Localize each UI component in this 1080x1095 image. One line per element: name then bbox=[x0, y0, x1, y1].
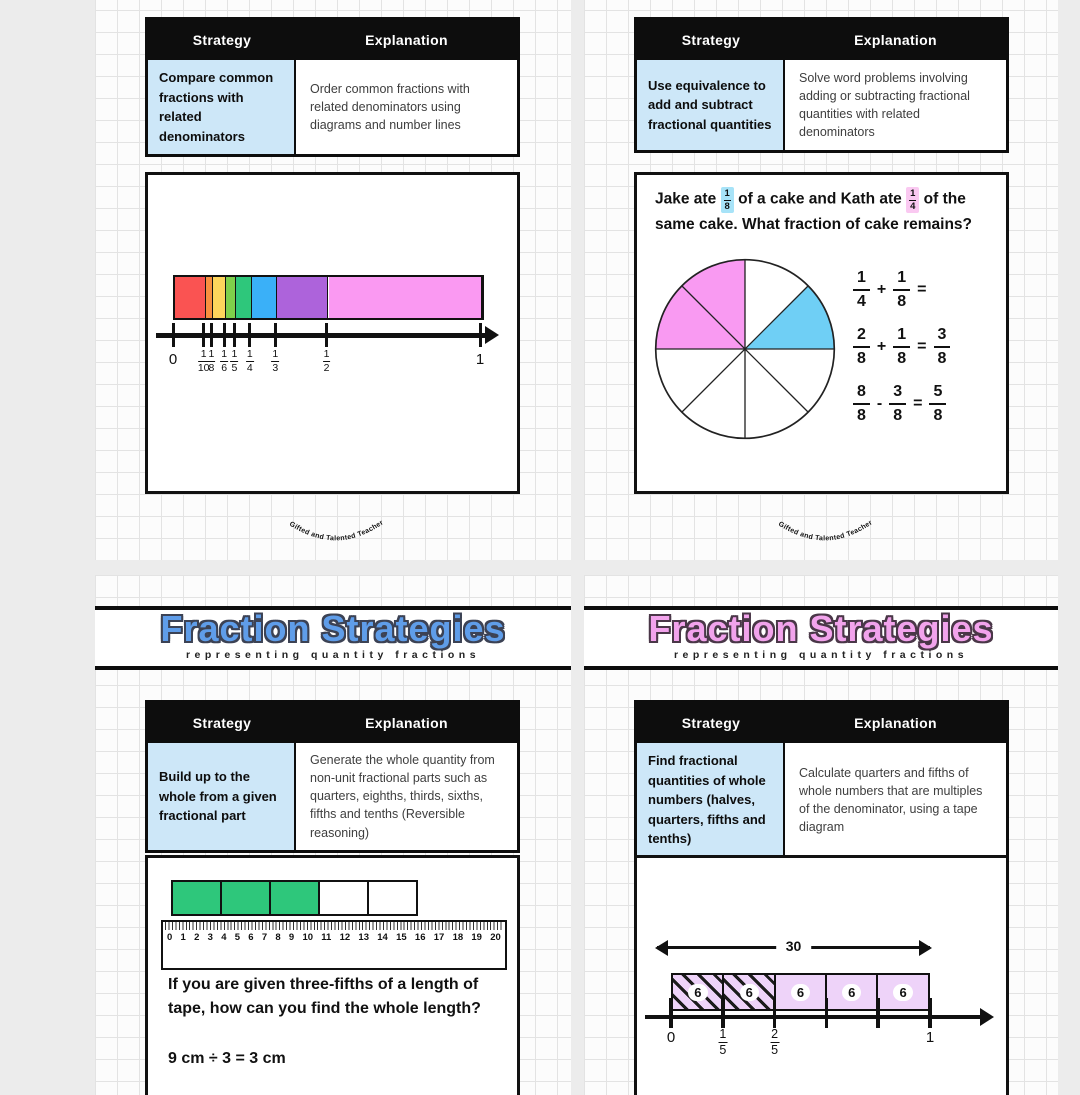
fraction-numerator: 1 bbox=[853, 270, 870, 291]
axis-tick bbox=[223, 323, 226, 347]
tape-number-line-diagram bbox=[634, 855, 1009, 1095]
axis-tick bbox=[248, 323, 251, 347]
cell-value: 6 bbox=[893, 984, 912, 1001]
strategy-cell: Find fractional quantities of whole numbers (halves, quarters, fifths and tenths) bbox=[637, 743, 785, 857]
page-title: Fraction Strategies bbox=[160, 608, 506, 649]
fraction-numerator: 8 bbox=[853, 384, 870, 405]
strategy-cell: Compare common fractions with related denominators bbox=[148, 60, 296, 154]
fraction-numerator: 1 bbox=[207, 349, 215, 362]
bar-segment bbox=[226, 277, 236, 318]
tape-cell bbox=[367, 880, 418, 916]
tape-ruler-diagram bbox=[145, 855, 520, 1095]
ruler-number: 12 bbox=[339, 932, 351, 943]
axis-tick bbox=[669, 998, 673, 1028]
fraction-denominator: 5 bbox=[771, 1043, 779, 1058]
fraction-denominator: 8 bbox=[893, 407, 903, 424]
tape-cell bbox=[269, 880, 320, 916]
fraction bbox=[889, 384, 906, 424]
ruler-number: 20 bbox=[490, 932, 501, 943]
fraction-denominator: 8 bbox=[724, 200, 730, 212]
tick-label: 0 bbox=[666, 1029, 676, 1046]
explanation-header: Explanation bbox=[854, 715, 937, 731]
ruler-number: 7 bbox=[261, 932, 268, 943]
fraction-numerator: 3 bbox=[934, 327, 951, 348]
fraction-numerator: 5 bbox=[929, 384, 946, 405]
tape-cell bbox=[722, 973, 776, 1011]
operator: + bbox=[876, 338, 887, 355]
equation-row bbox=[853, 270, 950, 310]
fraction-numerator: 1 bbox=[893, 327, 910, 348]
ruler-number: 15 bbox=[396, 932, 407, 943]
bar-segment bbox=[277, 277, 328, 318]
cell-value: 6 bbox=[688, 984, 707, 1001]
explanation-header: Explanation bbox=[365, 32, 448, 48]
fraction-numerator: 1 bbox=[230, 349, 238, 362]
fraction-denominator: 4 bbox=[857, 293, 866, 310]
ruler-number: 8 bbox=[275, 932, 281, 943]
tick-label bbox=[271, 349, 279, 374]
ruler-number: 19 bbox=[471, 932, 482, 943]
ruler-number: 16 bbox=[414, 932, 426, 943]
arrow-right-icon bbox=[980, 1008, 994, 1026]
fraction bbox=[893, 327, 910, 367]
axis-tick bbox=[210, 323, 213, 347]
bar-segment bbox=[252, 277, 278, 318]
strategy-table bbox=[634, 700, 1009, 860]
tick-label bbox=[220, 349, 228, 374]
fraction-numerator: 1 bbox=[724, 188, 730, 199]
fraction-denominator: 5 bbox=[231, 362, 238, 375]
tape-cell bbox=[220, 880, 271, 916]
table-body-row bbox=[637, 743, 1006, 857]
svg-text:Gifted and Talented Teacher: Gifted and Talented Teacher bbox=[777, 519, 874, 543]
fraction bbox=[853, 270, 870, 310]
title-banner bbox=[584, 606, 1058, 670]
fraction-denominator: 8 bbox=[857, 407, 866, 424]
explanation-header: Explanation bbox=[365, 715, 448, 731]
explanation-cell: Calculate quarters and fifths of whole numbers that are multiples of the denominator, using a tape diagram bbox=[785, 743, 1006, 857]
axis-tick bbox=[202, 323, 205, 347]
ruler-number: 3 bbox=[207, 932, 213, 943]
fraction-denominator: 6 bbox=[221, 362, 228, 375]
tape-cell bbox=[318, 880, 369, 916]
axis-tick bbox=[479, 323, 482, 347]
axis-tick bbox=[274, 323, 277, 347]
fraction-numerator: 1 bbox=[220, 349, 228, 362]
fraction-denominator: 4 bbox=[910, 200, 916, 212]
ruler-number: 0 bbox=[167, 932, 173, 943]
ruler-number: 9 bbox=[288, 932, 295, 943]
ruler-number: 5 bbox=[234, 932, 241, 943]
axis-tick bbox=[233, 323, 236, 347]
strategy-header: Strategy bbox=[681, 32, 741, 48]
fraction-denominator: 10 bbox=[197, 362, 210, 375]
br-tape bbox=[671, 973, 930, 1011]
number-line-diagram bbox=[145, 172, 520, 494]
tick-label: 1 bbox=[925, 1029, 935, 1046]
tape-cell bbox=[671, 973, 725, 1011]
strategy-cell: Build up to the whole from a given fractional part bbox=[148, 743, 296, 850]
tape-cell bbox=[774, 973, 828, 1011]
tape-cell bbox=[825, 973, 879, 1011]
fraction-denominator: 8 bbox=[897, 293, 907, 310]
highlighted-fraction bbox=[721, 187, 734, 213]
total-label: 30 bbox=[776, 938, 812, 954]
tick-label: 0 bbox=[168, 351, 178, 368]
operator: = bbox=[917, 281, 927, 298]
fraction bbox=[893, 270, 910, 310]
watermark bbox=[285, 512, 400, 552]
ruler-number: 18 bbox=[452, 932, 464, 943]
fraction-denominator: 8 bbox=[208, 362, 215, 375]
strategy-header: Strategy bbox=[681, 715, 741, 731]
table-header-row bbox=[148, 20, 517, 60]
table-header-row bbox=[637, 20, 1006, 60]
bar-segment bbox=[175, 277, 206, 318]
cake-pie-chart bbox=[651, 255, 839, 443]
axis-tick bbox=[172, 323, 175, 347]
svg-text:Gifted and Talented Teacher: Gifted and Talented Teacher bbox=[288, 519, 385, 543]
ruler-numbers bbox=[163, 930, 505, 943]
fraction-denominator: 5 bbox=[719, 1043, 727, 1058]
number-line-axis bbox=[156, 333, 486, 338]
total-span-arrow bbox=[657, 938, 930, 954]
strategy-header: Strategy bbox=[192, 715, 252, 731]
fraction-numerator: 2 bbox=[853, 327, 870, 348]
fraction-denominator: 8 bbox=[933, 407, 943, 424]
axis-tick bbox=[876, 998, 880, 1028]
explanation-header: Explanation bbox=[854, 32, 937, 48]
explanation-cell: Order common fractions with related denominators using diagrams and number lines bbox=[296, 60, 517, 154]
fraction-numerator: 1 bbox=[246, 349, 254, 362]
ruler-number: 1 bbox=[180, 932, 186, 943]
fraction-numerator: 1 bbox=[718, 1028, 727, 1043]
cake-problem-diagram bbox=[634, 172, 1009, 494]
arrow-right-icon bbox=[485, 326, 499, 344]
strategy-header: Strategy bbox=[192, 32, 252, 48]
fraction-denominator: 2 bbox=[323, 362, 330, 375]
tick-label bbox=[770, 1028, 779, 1057]
axis-tick bbox=[825, 998, 829, 1028]
explanation-cell: Solve word problems involving adding or subtracting fractional quantities with related denominators bbox=[785, 60, 1006, 150]
fraction-numerator: 1 bbox=[198, 349, 210, 362]
ruler-number: 2 bbox=[194, 932, 200, 943]
ruler-number: 17 bbox=[433, 932, 445, 943]
fraction-denominator: 8 bbox=[937, 350, 947, 367]
ruler bbox=[161, 920, 507, 970]
strategy-cell: Use equivalence to add and subtract fractional quantities bbox=[637, 60, 785, 150]
arrow-left-icon bbox=[655, 940, 668, 956]
tick-label bbox=[718, 1028, 727, 1057]
table-body-row bbox=[148, 743, 517, 850]
operator: = bbox=[913, 395, 923, 412]
fraction-numerator: 1 bbox=[271, 349, 279, 362]
strategy-table bbox=[634, 17, 1009, 153]
bar-segment bbox=[206, 277, 214, 318]
tape-cell bbox=[876, 973, 930, 1011]
bar-segment bbox=[213, 277, 226, 318]
ruler-number: 4 bbox=[221, 932, 227, 943]
page-bottom-left bbox=[95, 575, 571, 1095]
fraction-denominator: 3 bbox=[272, 362, 279, 375]
question-text: If you are given three-fifths of a length of tape, how can you find the whole length? bbox=[168, 976, 481, 1017]
watermark bbox=[774, 512, 889, 552]
table-header-row bbox=[637, 703, 1006, 743]
working-text: 9 cm ÷ 3 = 3 cm bbox=[168, 1050, 286, 1067]
page-top-right bbox=[584, 0, 1058, 560]
fraction bbox=[934, 327, 951, 367]
equation-row bbox=[853, 327, 950, 367]
fraction-denominator: 4 bbox=[246, 362, 253, 375]
equation-row bbox=[853, 384, 950, 424]
fraction-numerator: 2 bbox=[770, 1028, 779, 1043]
ruler-number: 11 bbox=[321, 932, 332, 943]
cell-value: 6 bbox=[740, 984, 759, 1001]
highlighted-fraction bbox=[906, 187, 919, 213]
fraction-denominator: 8 bbox=[897, 350, 907, 367]
bar-segment bbox=[236, 277, 251, 318]
fraction-numerator: 1 bbox=[893, 270, 910, 291]
problem-text: Jake ate $\frac{1}{8}$ of a cake and Kath ate $\frac{1}{4}$ of the same cake. What fraction of cake remains? bbox=[655, 188, 973, 233]
equations bbox=[853, 270, 950, 441]
axis-tick bbox=[325, 323, 328, 347]
strategy-table bbox=[145, 17, 520, 157]
page-title: Fraction Strategies bbox=[648, 608, 994, 649]
tick-label bbox=[230, 349, 238, 374]
page-top-left bbox=[95, 0, 571, 560]
table-body-row bbox=[637, 60, 1006, 150]
table-body-row bbox=[148, 60, 517, 154]
axis-tick bbox=[928, 998, 932, 1028]
axis-tick bbox=[721, 998, 725, 1028]
table-header-row bbox=[148, 703, 517, 743]
bl-tape bbox=[171, 880, 418, 916]
bar-segment bbox=[329, 277, 483, 318]
axis-tick bbox=[773, 998, 777, 1028]
tape-cell bbox=[171, 880, 222, 916]
page-subtitle: representing quantity fractions bbox=[185, 648, 481, 661]
page-subtitle: representing quantity fractions bbox=[673, 648, 969, 661]
tick-label: 1 bbox=[475, 351, 485, 368]
tick-label bbox=[207, 349, 215, 374]
arrow-right-icon bbox=[919, 940, 932, 956]
tick-label bbox=[323, 349, 331, 374]
operator: = bbox=[917, 338, 927, 355]
tick-label bbox=[246, 349, 254, 374]
fraction-denominator: 8 bbox=[857, 350, 866, 367]
ruler-number: 13 bbox=[358, 932, 369, 943]
title-banner bbox=[95, 606, 571, 670]
explanation-cell: Generate the whole quantity from non-unit fractional parts such as quarters, eighths, thirds, sixths, fifths and tenths (Reversible reasoning) bbox=[296, 743, 517, 850]
strategy-table bbox=[145, 700, 520, 853]
ruler-number: 14 bbox=[377, 932, 388, 943]
cell-value: 6 bbox=[791, 984, 810, 1001]
cell-value: 6 bbox=[842, 984, 861, 1001]
fraction bbox=[853, 327, 870, 367]
fraction-numerator: 1 bbox=[323, 349, 331, 362]
operator: + bbox=[876, 281, 887, 298]
ruler-number: 6 bbox=[248, 932, 254, 943]
fraction-bar bbox=[173, 275, 484, 320]
operator: - bbox=[876, 395, 883, 412]
ruler-tick-marks bbox=[165, 922, 503, 930]
ruler-number: 10 bbox=[302, 932, 314, 943]
fraction-numerator: 3 bbox=[889, 384, 906, 405]
page-bottom-right bbox=[584, 575, 1058, 1095]
fraction bbox=[853, 384, 870, 424]
fraction bbox=[929, 384, 946, 424]
fraction-numerator: 1 bbox=[910, 188, 916, 199]
